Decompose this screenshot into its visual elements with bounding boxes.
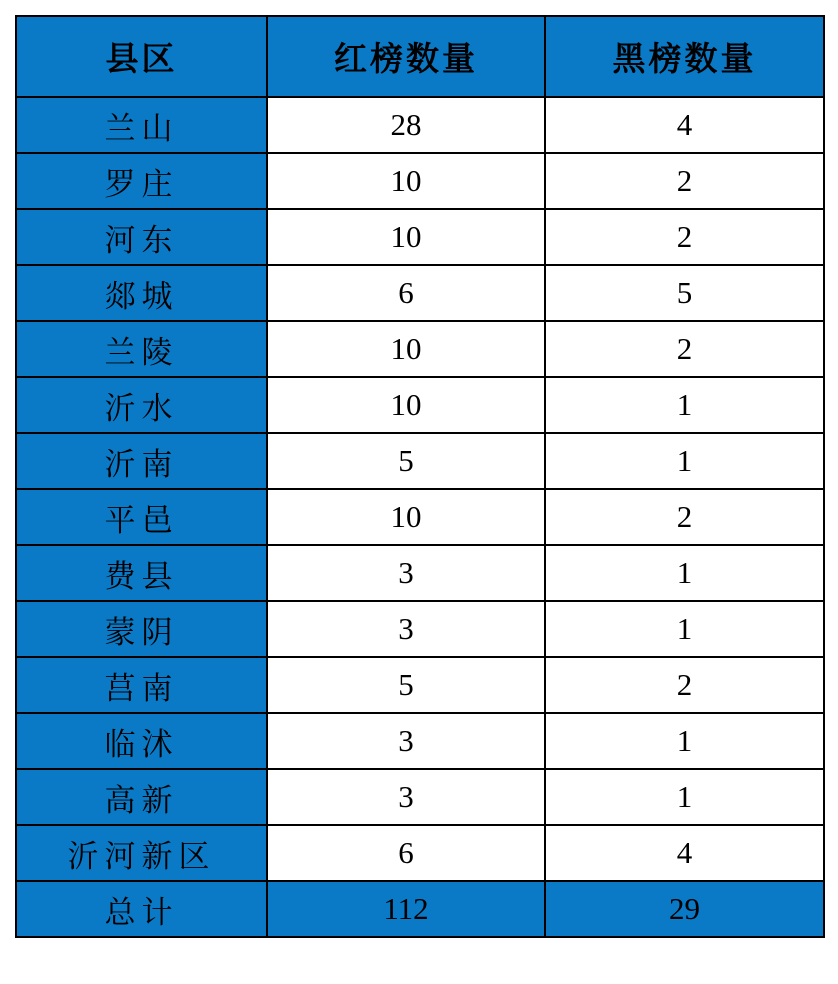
header-red-count: 红榜数量 [267, 16, 545, 97]
county-cell: 蒙阴 [16, 601, 267, 657]
county-cell: 沂水 [16, 377, 267, 433]
county-cell: 兰陵 [16, 321, 267, 377]
black-count-cell: 1 [545, 601, 824, 657]
table-row [16, 825, 824, 881]
red-count-cell: 28 [267, 97, 545, 153]
header-county: 县区 [16, 16, 267, 97]
table-row [16, 377, 824, 433]
red-count-cell: 10 [267, 209, 545, 265]
red-count-cell: 6 [267, 265, 545, 321]
total-label-cell: 总计 [16, 881, 267, 937]
total-red-cell: 112 [267, 881, 545, 937]
county-cell: 费县 [16, 545, 267, 601]
black-count-cell: 2 [545, 657, 824, 713]
table-row [16, 657, 824, 713]
black-count-cell: 1 [545, 769, 824, 825]
table-row [16, 545, 824, 601]
table-row [16, 601, 824, 657]
table-row [16, 97, 824, 153]
county-ranking-table [15, 15, 825, 938]
black-count-cell: 4 [545, 825, 824, 881]
table-row [16, 769, 824, 825]
county-cell: 罗庄 [16, 153, 267, 209]
total-black-cell: 29 [545, 881, 824, 937]
table-row [16, 265, 824, 321]
black-count-cell: 2 [545, 209, 824, 265]
county-cell: 平邑 [16, 489, 267, 545]
county-cell: 高新 [16, 769, 267, 825]
red-count-cell: 6 [267, 825, 545, 881]
table-row [16, 321, 824, 377]
county-cell: 郯城 [16, 265, 267, 321]
table-header-row [16, 16, 824, 97]
black-count-cell: 4 [545, 97, 824, 153]
red-count-cell: 10 [267, 489, 545, 545]
table-row [16, 433, 824, 489]
county-cell: 莒南 [16, 657, 267, 713]
black-count-cell: 1 [545, 713, 824, 769]
red-count-cell: 3 [267, 713, 545, 769]
black-count-cell: 1 [545, 545, 824, 601]
table-row [16, 209, 824, 265]
red-count-cell: 3 [267, 545, 545, 601]
black-count-cell: 5 [545, 265, 824, 321]
red-count-cell: 3 [267, 601, 545, 657]
red-count-cell: 3 [267, 769, 545, 825]
red-count-cell: 5 [267, 657, 545, 713]
black-count-cell: 2 [545, 153, 824, 209]
red-count-cell: 5 [267, 433, 545, 489]
red-count-cell: 10 [267, 321, 545, 377]
county-cell: 沂南 [16, 433, 267, 489]
county-cell: 河东 [16, 209, 267, 265]
total-row [16, 881, 824, 937]
table-row [16, 713, 824, 769]
black-count-cell: 1 [545, 377, 824, 433]
county-cell: 沂河新区 [16, 825, 267, 881]
table-row [16, 489, 824, 545]
header-black-count: 黑榜数量 [545, 16, 824, 97]
table-row [16, 153, 824, 209]
black-count-cell: 1 [545, 433, 824, 489]
county-cell: 兰山 [16, 97, 267, 153]
black-count-cell: 2 [545, 489, 824, 545]
county-cell: 临沭 [16, 713, 267, 769]
red-count-cell: 10 [267, 153, 545, 209]
black-count-cell: 2 [545, 321, 824, 377]
red-count-cell: 10 [267, 377, 545, 433]
